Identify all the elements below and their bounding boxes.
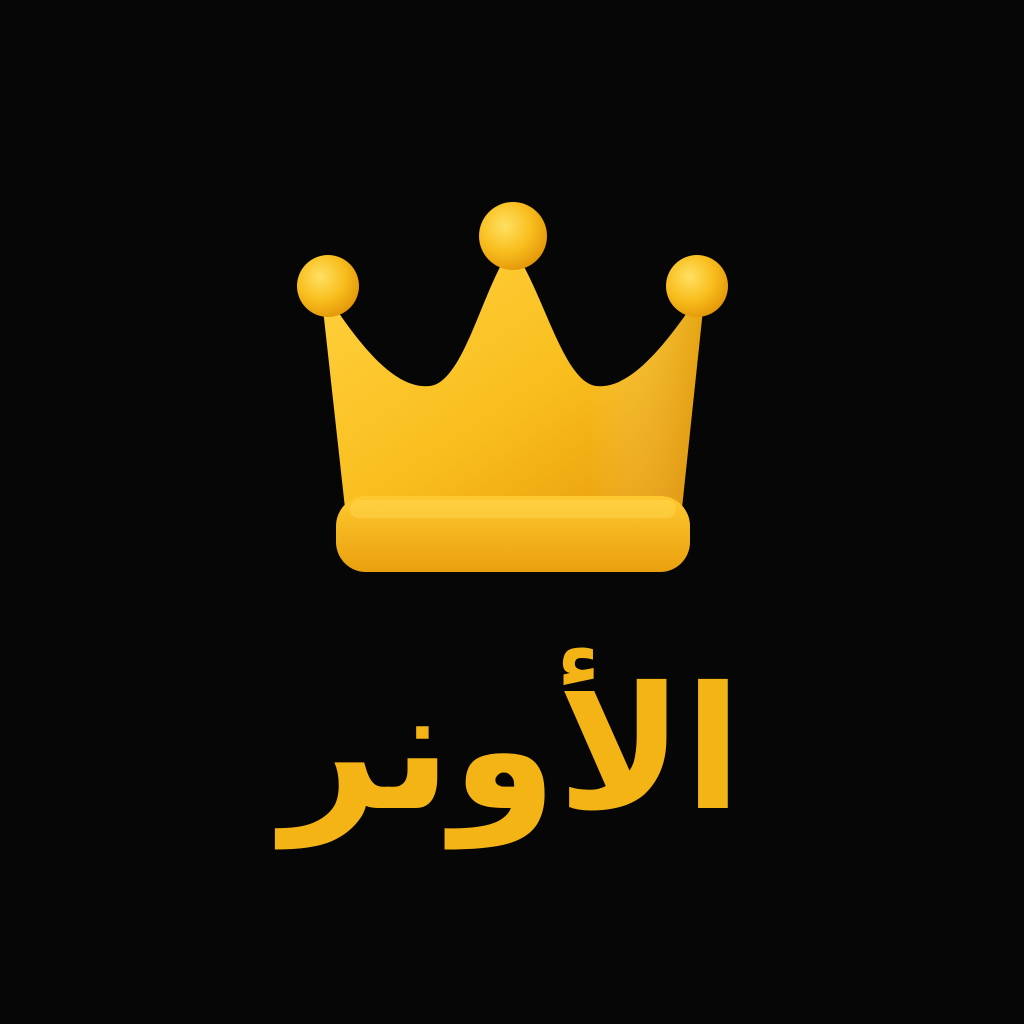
crown-ball-right [666,255,728,317]
crown-ball-left [297,255,359,317]
brand-title: الأونر [281,651,743,849]
crown-ball-center [479,202,547,270]
